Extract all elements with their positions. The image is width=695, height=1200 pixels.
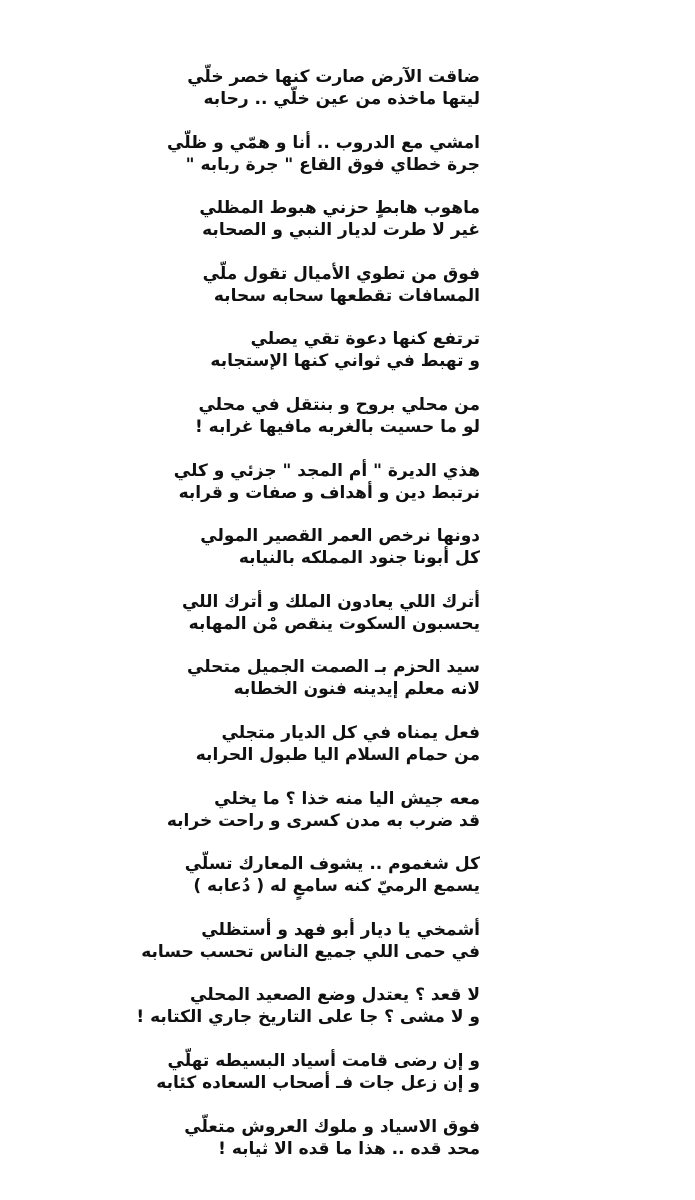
verse-line: دونها نرخص العمر القصير المولي (200, 526, 480, 547)
verse-line: المسافات تقطعها سحابه سحابه (213, 285, 480, 306)
verse-line: و تهبط في ثواني كنها الإستجابه (210, 351, 480, 372)
stanza-12 (0, 788, 695, 854)
verse-line: نرتبط دين و أهداف و صفات و قرابه (178, 482, 480, 503)
stanza-17 (0, 1116, 695, 1182)
stanza-10 (0, 656, 695, 722)
verse-line: و لا مشى ؟ جا على التاريخ جاري الكتابه ! (136, 1007, 480, 1028)
verse-line: لا قعد ؟ يعتدل وضع الصعيد المحلي (190, 985, 480, 1006)
verse-line: كل أبونا جنود المملكه بالنيابه (238, 548, 480, 569)
stanza-14 (0, 919, 695, 985)
verse-line: ماهوب هابطٍ حزني هبوط المظلي (199, 198, 480, 219)
verse-line: يحسبون السكوت ينقص مْن المهابه (188, 613, 480, 634)
verse-line: ضاقت الآرض صارت كنها خصر خلّي (187, 67, 480, 87)
stanza-9 (0, 591, 695, 657)
verse-line: فعل يمناه في كل الديار متجلي (221, 722, 480, 743)
verse-line: امشي مع الدروب .. أنا و همّي و ظلّي (167, 132, 480, 153)
verse-line: أترك اللي يعادون الملك و أترك اللي (181, 591, 480, 612)
verse-line: و إن رضى قامت أسياد البسيطه تهلّي (167, 1050, 480, 1071)
verse-line: في حمى اللي جميع الناس تحسب حسابه (141, 941, 480, 962)
verse-line: فوق الاسياد و ملوك العروش متعلّي (184, 1116, 480, 1137)
stanza-11 (0, 722, 695, 788)
verse-line: هذي الديرة " أم المجد " جزئي و كلي (173, 460, 480, 481)
verse-line: معه جيش اليا منه خذا ؟ ما يخلي (214, 788, 480, 809)
stanza-7 (0, 460, 695, 526)
verse-line: ترتفع كنها دعوة تقي يصلي (250, 329, 480, 350)
stanza-2 (0, 132, 695, 198)
stanza-6 (0, 394, 695, 460)
verse-line: محد قده .. هذا ما قده الا ثيابه ! (218, 1138, 480, 1159)
verse-line: ليتها ماخذه من عين خلّي .. رحابه (203, 89, 480, 109)
poem (0, 66, 695, 1181)
verse-line: قد ضرب به مدن كسرى و راحت خرابه (166, 810, 480, 831)
stanza-1 (0, 66, 695, 132)
verse-line: سيد الحزم بـ الصمت الجميل متحلي (187, 657, 480, 678)
verse-line: فوق من تطوي الأميال تقول ملّي (202, 263, 480, 284)
verse-line: غير لا طرت لديار النبي و الصحابه (202, 220, 480, 241)
stanza-15 (0, 984, 695, 1050)
verse-line: لو ما حسيت بالغربه مافيها غرابه ! (194, 416, 480, 437)
stanza-5 (0, 328, 695, 394)
verse-line: و إن زعل جات فـ أصحاب السعاده كئابه (156, 1072, 480, 1093)
verse-line: جرة خطاي فوق القاع " جرة ربابه " (185, 154, 480, 175)
stanza-4 (0, 263, 695, 329)
verse-line: من محلي بروح و بنتقل في محلي (198, 394, 480, 415)
stanza-8 (0, 525, 695, 591)
verse-line: من حمام السلام اليا طبول الحرابه (195, 744, 480, 765)
verse-line: لانه معلم إيدينه فنون الخطابه (233, 679, 480, 700)
verse-line: أشمخي يا ديار أبو فهد و أستظلي (201, 919, 480, 940)
stanza-13 (0, 853, 695, 919)
stanza-16 (0, 1050, 695, 1116)
stanza-3 (0, 197, 695, 263)
verse-line: كل شغموم .. يشوف المعارك تسلّي (184, 854, 480, 875)
verse-line: يسمع الرميّ كنه سامعٍ له ( دُعابه ) (193, 876, 480, 897)
